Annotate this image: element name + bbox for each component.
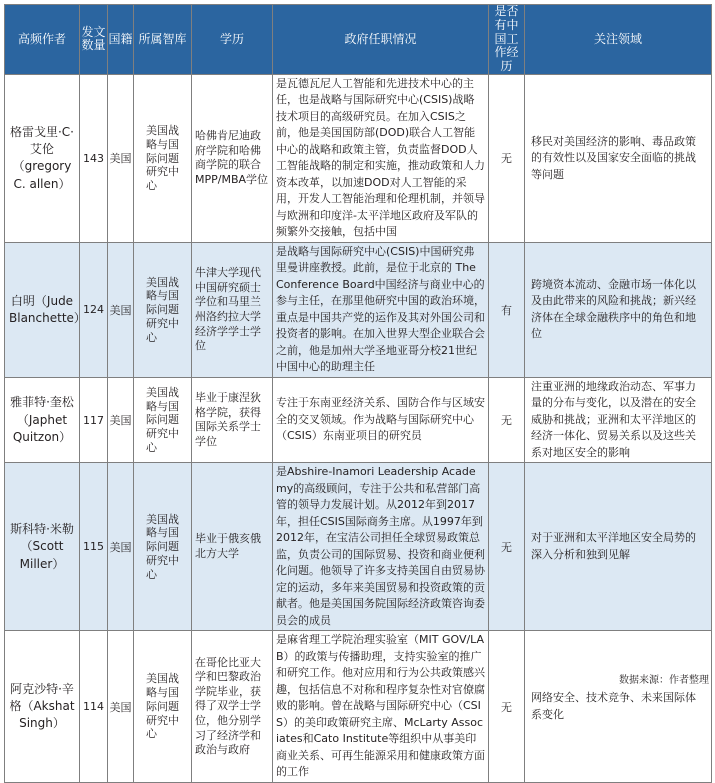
table-row xyxy=(5,377,712,463)
table-row xyxy=(5,74,712,242)
china-experience: 无 xyxy=(489,463,525,631)
gov-experience: 是Abshire-Inamori Leadership Academy的高级顾问，专注于公共和私营部门高管的领导力发展计划。从2012年到2017年，担任CSIS国际商务主席。从1997年到2012年，在宝洁公司担任全球贸易政策总监，负责公司的国际贸易、投资和商业便利化问题。他领导了许多支持美国自由贸易协定的运动，多年来美国贸易和投资政策的贡献者。他是美国国务院国际经济政策咨询委员会的成员 xyxy=(273,463,489,631)
think-tank: 美国战略与国际问题研究中心 xyxy=(134,463,192,631)
table-row xyxy=(5,463,712,631)
header-china-experience: 是否有中国工作经历 xyxy=(489,5,525,75)
nationality: 美国 xyxy=(108,463,134,631)
education: 哈佛肯尼迪政府学院和哈佛商学院的联合MPP/MBA学位 xyxy=(192,74,273,242)
focus-area: 对于亚洲和太平洋地区安全局势的深入分析和独到见解 xyxy=(525,463,712,631)
data-source-note: 数据来源：作者整理 xyxy=(619,675,709,686)
table-row xyxy=(5,631,712,783)
author-name: 雅菲特·奎松（Japhet Quitzon） xyxy=(5,377,80,463)
china-experience: 有 xyxy=(489,242,525,377)
focus-area: 移民对美国经济的影响、毒品政策的有效性以及国家安全面临的挑战等问题 xyxy=(525,74,712,242)
think-tank: 美国战略与国际问题研究中心 xyxy=(134,242,192,377)
education: 毕业于康涅狄格学院，获得国际关系学士学位 xyxy=(192,377,273,463)
header-gov-experience: 政府任职情况 xyxy=(273,5,489,75)
article-count: 114 xyxy=(80,631,108,783)
gov-experience: 专注于东南亚经济关系、国防合作与区域安全的交叉领域。作为战略与国际研究中心（CSIS）东南亚项目的研究员 xyxy=(273,377,489,463)
header-nationality: 国籍 xyxy=(108,5,134,75)
education: 牛津大学现代中国研究硕士学位和马里兰州洛约拉大学经济学学士学位 xyxy=(192,242,273,377)
china-experience: 无 xyxy=(489,377,525,463)
header-think-tank: 所属智库 xyxy=(134,5,192,75)
author-name: 白明（Jude Blanchette） xyxy=(5,242,80,377)
article-count: 117 xyxy=(80,377,108,463)
header-row xyxy=(5,5,712,75)
nationality: 美国 xyxy=(108,242,134,377)
author-name: 斯科特·米勒（Scott Miller） xyxy=(5,463,80,631)
nationality: 美国 xyxy=(108,74,134,242)
author-name: 阿克沙特·辛格（Akshat Singh） xyxy=(5,631,80,783)
gov-experience: 是麻省理工学院治理实验室（MIT GOV/LAB）的政策与传播助理，支持实验室的推广和研究工作。他对应用和行为公共政策感兴趣，包括信息不对称和程序复杂性对官僚腐败的影响。曾在战略与国际研究中心（CSIS）的美印政策研究主席、McLarty Associates和Cato Institute等组织中从事美印商业关系、可再生能源采用和健康政策方面的工作 xyxy=(273,631,489,783)
education: 毕业于俄亥俄北方大学 xyxy=(192,463,273,631)
education: 在哥伦比亚大学和巴黎政治学院毕业，获得了双学士学位，他分别学习了经济学和政治与政府 xyxy=(192,631,273,783)
table-row xyxy=(5,242,712,377)
header-education: 学历 xyxy=(192,5,273,75)
article-count: 124 xyxy=(80,242,108,377)
header-focus: 关注领域 xyxy=(525,5,712,75)
article-count: 143 xyxy=(80,74,108,242)
authors-table xyxy=(4,4,712,783)
china-experience: 无 xyxy=(489,631,525,783)
nationality: 美国 xyxy=(108,377,134,463)
header-author: 高频作者 xyxy=(5,5,80,75)
focus-area: 跨境资本流动、金融市场一体化以及由此带来的风险和挑战；新兴经济体在全球金融秩序中的角色和地位 xyxy=(525,242,712,377)
china-experience: 无 xyxy=(489,74,525,242)
focus-area: 网络安全、技术竞争、未来国际体系变化 xyxy=(525,631,712,783)
focus-area: 注重亚洲的地缘政治动态、军事力量的分布与变化，以及潜在的安全威胁和挑战；亚洲和太平洋地区的经济一体化、贸易关系以及这些关系对地区安全的影响 xyxy=(525,377,712,463)
gov-experience: 是瓦德瓦尼人工智能和先进技术中心的主任，也是战略与国际研究中心(CSIS)战略技术项目的高级研究员。在加入CSIS之前，他是美国国防部(DOD)联合人工智能中心的战略和政策主管，负责监督DOD人工智能战略的制定和实施，推动政策和人力资本改革，以加速DOD对人工智能的采用，开发人工智能治理和伦理机制，并领导与欧洲和印度洋-太平洋地区政府及军队的频繁外交接触，包括中国 xyxy=(273,74,489,242)
article-count: 115 xyxy=(80,463,108,631)
think-tank: 美国战略与国际问题研究中心 xyxy=(134,377,192,463)
header-count: 发文数量 xyxy=(80,5,108,75)
think-tank: 美国战略与国际问题研究中心 xyxy=(134,74,192,242)
nationality: 美国 xyxy=(108,631,134,783)
gov-experience: 是战略与国际研究中心(CSIS)中国研究弗里曼讲座教授。此前，是位于北京的 The Conference Board中国经济与商业中心的参与主任，在那里他研究中国的政治环境，重点是中国共产党的运作及其对外国公司和投资者的影响。在加入世界大型企业联合会之前，他是加州大学圣地亚哥分校21世纪中国中心的助理主任 xyxy=(273,242,489,377)
author-name: 格雷戈里·C·艾伦（gregory C. allen） xyxy=(5,74,80,242)
think-tank: 美国战略与国际问题研究中心 xyxy=(134,631,192,783)
